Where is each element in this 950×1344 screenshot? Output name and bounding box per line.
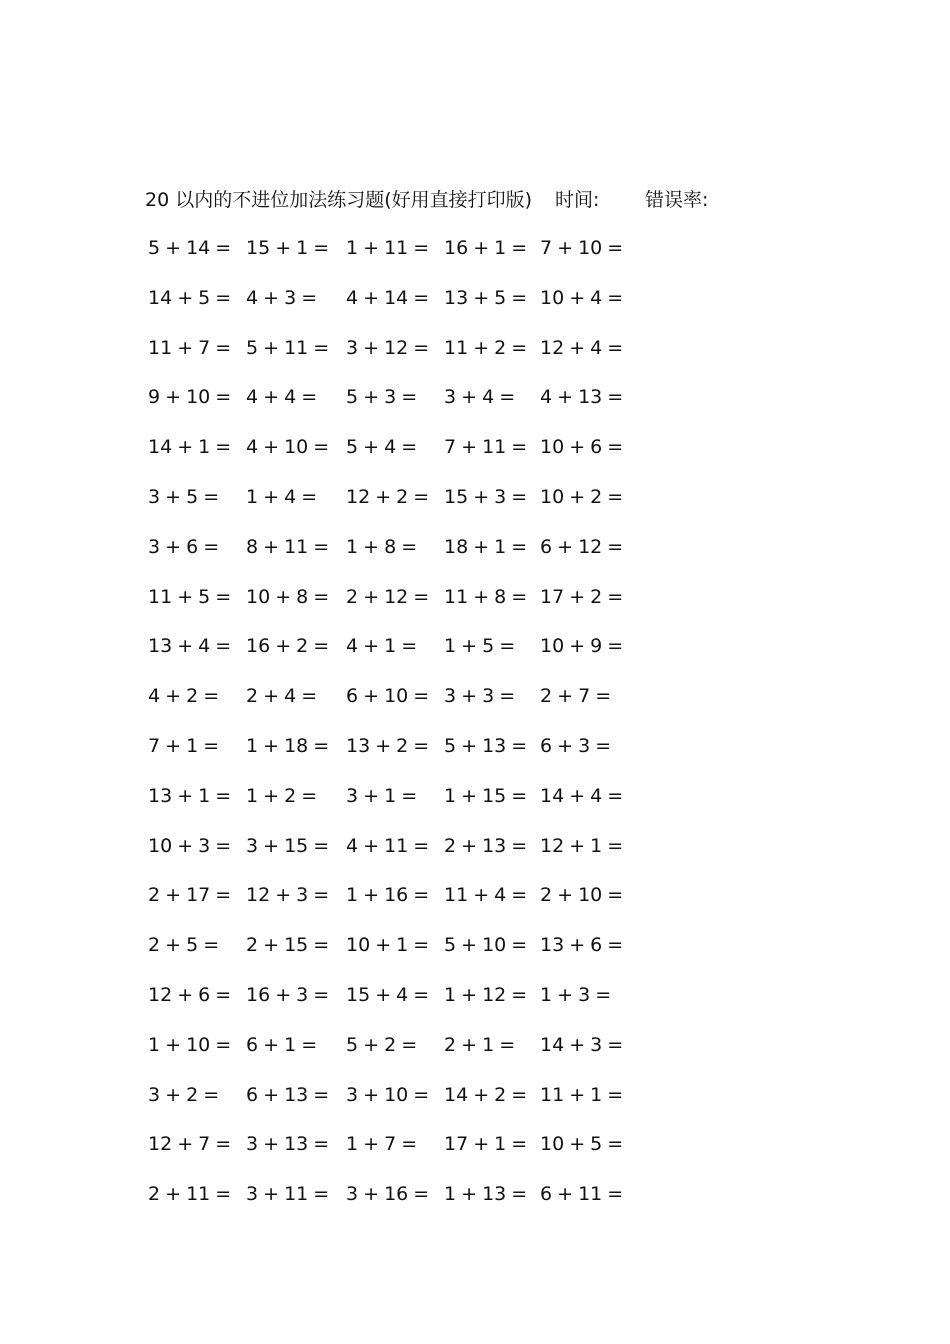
addition-problem: 1 + 16 = <box>346 884 430 907</box>
problem-row <box>148 333 668 383</box>
addition-problem: 16 + 3 = <box>246 983 330 1006</box>
addition-problem: 11 + 4 = <box>444 884 528 907</box>
addition-problem: 11 + 8 = <box>444 585 528 608</box>
addition-problem: 1 + 5 = <box>444 635 516 658</box>
addition-problem: 1 + 2 = <box>246 784 318 807</box>
addition-problem: 12 + 2 = <box>346 485 430 508</box>
problem-row <box>148 880 668 930</box>
addition-problem: 13 + 6 = <box>540 934 624 957</box>
addition-problem: 2 + 10 = <box>540 884 624 907</box>
addition-problem: 16 + 1 = <box>444 237 528 259</box>
addition-problem: 15 + 4 = <box>346 983 430 1006</box>
addition-problem: 13 + 5 = <box>444 286 528 309</box>
addition-problem: 18 + 1 = <box>444 535 528 558</box>
addition-problem: 3 + 3 = <box>444 685 516 708</box>
addition-problem: 5 + 4 = <box>346 436 418 459</box>
addition-problem: 12 + 7 = <box>148 1133 232 1156</box>
addition-problem: 15 + 1 = <box>246 237 330 259</box>
addition-problem: 2 + 4 = <box>246 685 318 708</box>
addition-problem: 10 + 1 = <box>346 934 430 957</box>
addition-problem: 10 + 3 = <box>148 834 232 857</box>
addition-problem: 11 + 1 = <box>540 1083 624 1106</box>
addition-problem: 16 + 2 = <box>246 635 330 658</box>
addition-problem: 11 + 5 = <box>148 585 232 608</box>
addition-problem: 3 + 2 = <box>148 1083 220 1106</box>
addition-problem: 2 + 11 = <box>148 1183 232 1206</box>
problem-row <box>148 382 668 432</box>
addition-problem: 6 + 13 = <box>246 1083 330 1106</box>
addition-problem: 1 + 7 = <box>346 1133 418 1156</box>
problem-row <box>148 930 668 980</box>
addition-problem: 10 + 9 = <box>540 635 624 658</box>
addition-problem: 2 + 13 = <box>444 834 528 857</box>
addition-problem: 13 + 4 = <box>148 635 232 658</box>
addition-problem: 4 + 10 = <box>246 436 330 459</box>
addition-problem: 14 + 1 = <box>148 436 232 459</box>
problem-grid <box>148 233 668 1229</box>
addition-problem: 2 + 12 = <box>346 585 430 608</box>
addition-problem: 3 + 5 = <box>148 485 220 508</box>
worksheet-title: 20 以内的不进位加法练习题(好用直接打印版) <box>145 189 533 211</box>
addition-problem: 12 + 3 = <box>246 884 330 907</box>
addition-problem: 6 + 10 = <box>346 685 430 708</box>
addition-problem: 2 + 5 = <box>148 934 220 957</box>
problem-row <box>148 681 668 731</box>
addition-problem: 4 + 2 = <box>148 685 220 708</box>
problem-row <box>148 1129 668 1179</box>
addition-problem: 10 + 6 = <box>540 436 624 459</box>
addition-problem: 5 + 3 = <box>346 386 418 409</box>
addition-problem: 5 + 14 = <box>148 237 232 259</box>
addition-problem: 6 + 1 = <box>246 1033 318 1056</box>
addition-problem: 13 + 2 = <box>346 734 430 757</box>
addition-problem: 3 + 11 = <box>246 1183 330 1206</box>
addition-problem: 2 + 17 = <box>148 884 232 907</box>
problem-row <box>148 781 668 831</box>
addition-problem: 5 + 2 = <box>346 1033 418 1056</box>
problem-row <box>148 283 668 333</box>
addition-problem: 3 + 16 = <box>346 1183 430 1206</box>
addition-problem: 3 + 4 = <box>444 386 516 409</box>
addition-problem: 3 + 1 = <box>346 784 418 807</box>
addition-problem: 17 + 1 = <box>444 1133 528 1156</box>
addition-problem: 4 + 4 = <box>246 386 318 409</box>
addition-problem: 5 + 11 = <box>246 336 330 359</box>
addition-problem: 4 + 3 = <box>246 286 318 309</box>
problem-row <box>148 831 668 881</box>
addition-problem: 13 + 1 = <box>148 784 232 807</box>
addition-problem: 10 + 8 = <box>246 585 330 608</box>
addition-problem: 11 + 7 = <box>148 336 232 359</box>
addition-problem: 1 + 18 = <box>246 734 330 757</box>
addition-problem: 1 + 11 = <box>346 237 430 259</box>
addition-problem: 10 + 2 = <box>540 485 624 508</box>
problem-row <box>148 482 668 532</box>
problem-row <box>148 1179 668 1229</box>
addition-problem: 14 + 3 = <box>540 1033 624 1056</box>
addition-problem: 1 + 10 = <box>148 1033 232 1056</box>
addition-problem: 5 + 10 = <box>444 934 528 957</box>
addition-problem: 17 + 2 = <box>540 585 624 608</box>
problem-row <box>148 233 668 283</box>
addition-problem: 9 + 10 = <box>148 386 232 409</box>
addition-problem: 7 + 1 = <box>148 734 220 757</box>
addition-problem: 3 + 10 = <box>346 1083 430 1106</box>
problem-row <box>148 631 668 681</box>
addition-problem: 2 + 15 = <box>246 934 330 957</box>
addition-problem: 14 + 2 = <box>444 1083 528 1106</box>
addition-problem: 1 + 8 = <box>346 535 418 558</box>
problem-row <box>148 432 668 482</box>
addition-problem: 1 + 4 = <box>246 485 318 508</box>
addition-problem: 12 + 6 = <box>148 983 232 1006</box>
problem-row <box>148 532 668 582</box>
problem-row <box>148 1030 668 1080</box>
addition-problem: 6 + 11 = <box>540 1183 624 1206</box>
addition-problem: 12 + 1 = <box>540 834 624 857</box>
addition-problem: 14 + 5 = <box>148 286 232 309</box>
addition-problem: 15 + 3 = <box>444 485 528 508</box>
time-label: 时间: <box>555 189 600 211</box>
addition-problem: 4 + 13 = <box>540 386 624 409</box>
addition-problem: 7 + 11 = <box>444 436 528 459</box>
problem-row <box>148 582 668 632</box>
addition-problem: 6 + 12 = <box>540 535 624 558</box>
addition-problem: 6 + 3 = <box>540 734 612 757</box>
addition-problem: 4 + 11 = <box>346 834 430 857</box>
addition-problem: 4 + 14 = <box>346 286 430 309</box>
addition-problem: 1 + 12 = <box>444 983 528 1006</box>
addition-problem: 7 + 10 = <box>540 237 624 259</box>
addition-problem: 2 + 7 = <box>540 685 612 708</box>
addition-problem: 5 + 13 = <box>444 734 528 757</box>
addition-problem: 3 + 13 = <box>246 1133 330 1156</box>
addition-problem: 14 + 4 = <box>540 784 624 807</box>
error-rate-label: 错误率: <box>645 189 709 211</box>
addition-problem: 10 + 5 = <box>540 1133 624 1156</box>
addition-problem: 10 + 4 = <box>540 286 624 309</box>
problem-row <box>148 731 668 781</box>
addition-problem: 12 + 4 = <box>540 336 624 359</box>
addition-problem: 3 + 6 = <box>148 535 220 558</box>
addition-problem: 1 + 3 = <box>540 983 612 1006</box>
addition-problem: 1 + 13 = <box>444 1183 528 1206</box>
addition-problem: 8 + 11 = <box>246 535 330 558</box>
problem-row <box>148 1080 668 1130</box>
addition-problem: 3 + 12 = <box>346 336 430 359</box>
addition-problem: 11 + 2 = <box>444 336 528 359</box>
addition-problem: 1 + 15 = <box>444 784 528 807</box>
addition-problem: 2 + 1 = <box>444 1033 516 1056</box>
addition-problem: 3 + 15 = <box>246 834 330 857</box>
addition-problem: 4 + 1 = <box>346 635 418 658</box>
problem-row <box>148 980 668 1030</box>
